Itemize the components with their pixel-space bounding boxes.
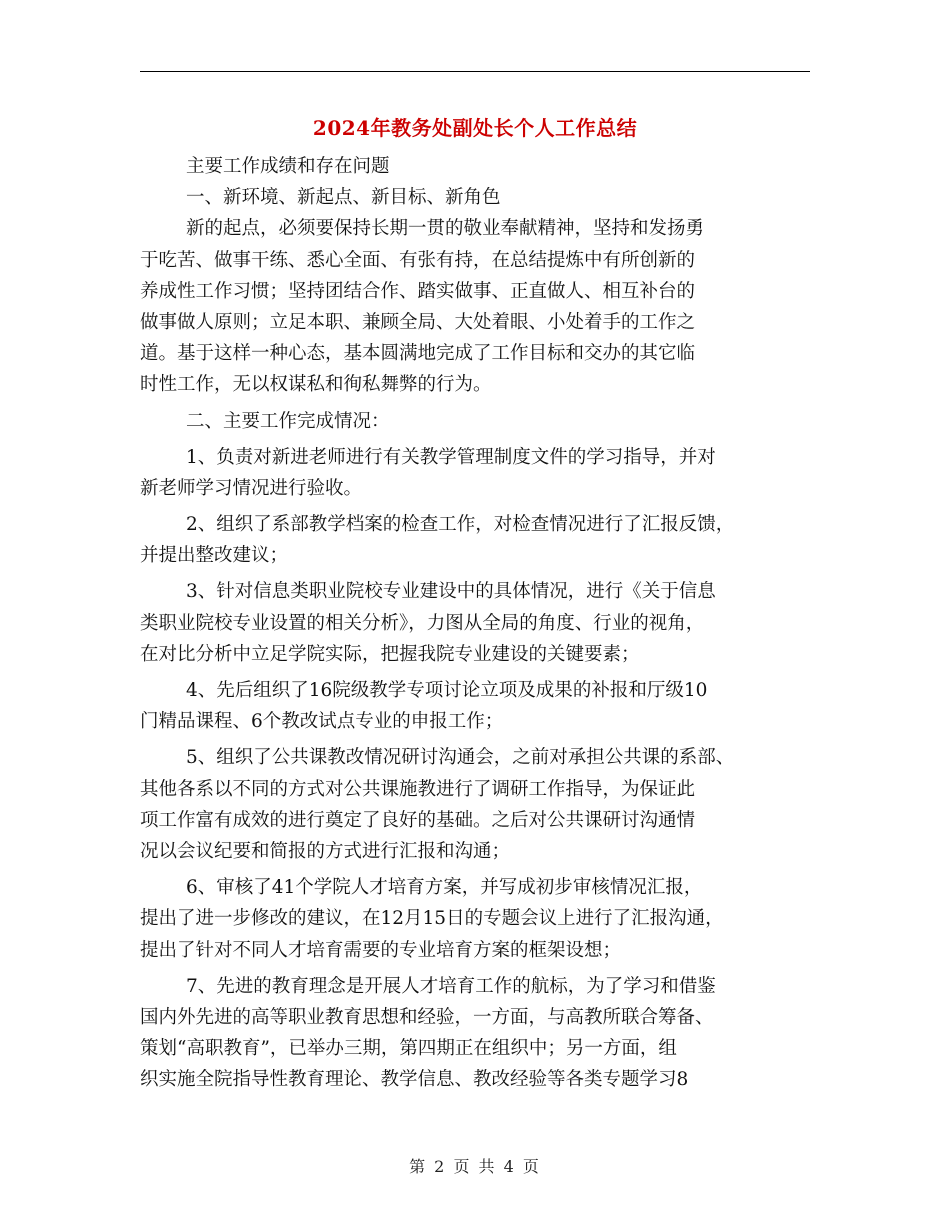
paragraph-line: 一、新环境、新起点、新目标、新角色 — [186, 187, 501, 209]
paragraph-line: 时性工作，无以权谋私和徇私舞弊的行为。 — [140, 374, 492, 396]
paragraph-line: 做事做人原则；立足本职、兼顾全局、大处着眼、小处着手的工作之 — [140, 311, 696, 333]
paragraph-line: 4、先后组织了16院级教学专项讨论立项及成果的补报和厅级10 — [186, 680, 708, 701]
paragraph-line: 1、负责对新进老师进行有关教学管理制度文件的学习指导，并对 — [186, 446, 716, 468]
paragraph-line: 提出了针对不同人才培育需要的专业培育方案的框架设想； — [140, 939, 622, 961]
paragraph-line: 在对比分析中立足学院实际，把握我院专业建设的关键要素； — [140, 643, 640, 665]
paragraph-line: 并提出整改建议； — [140, 545, 289, 567]
paragraph-line: 项工作富有成效的进行奠定了良好的基础。之后对公共课研讨沟通情 — [140, 809, 696, 831]
paragraph-line: 于吃苦、做事干练、悉心全面、有张有持，在总结提炼中有所创新的 — [140, 249, 696, 271]
document-body — [140, 151, 810, 1095]
paragraph-line: 门精品课程、6个教改试点专业的申报工作； — [140, 711, 504, 733]
paragraph-line: 主要工作成绩和存在问题 — [186, 156, 390, 177]
paragraph-line: 况以会议纪要和简报的方式进行汇报和沟通； — [140, 840, 511, 862]
paragraph-line: 国内外先进的高等职业教育思想和经验，一方面，与高教所联合筹备、 — [140, 1006, 714, 1028]
paragraph-line: 其他各系以不同的方式对公共课施教进行了调研工作指导，为保证此 — [140, 778, 696, 800]
paragraph-line: 道。基于这样一种心态，基本圆满地完成了工作目标和交办的其它临 — [140, 343, 696, 365]
paragraph-line: 策划“高职教育”，已举办三期，第四期正在组织中；另一方面，组 — [140, 1038, 677, 1060]
paragraph-line: 2、组织了系部教学档案的检查工作，对检查情况进行了汇报反馈， — [186, 514, 735, 536]
document-title: 2024年教务处副处长个人工作总结 — [312, 116, 638, 140]
paragraph-line: 6、审核了41个学院人才培育方案，并写成初步审核情况汇报， — [186, 877, 703, 899]
paragraph-line: 织实施全院指导性教育理论、教学信息、教改经验等各类专题学习8 — [140, 1069, 689, 1091]
paragraph-line: 提出了进一步修改的建议，在12月15日的专题会议上进行了汇报沟通， — [140, 908, 724, 930]
paragraph-line: 养成性工作习惯；坚持团结合作、踏实做事、正直做人、相互补台的 — [140, 280, 696, 302]
paragraph-line: 二、主要工作完成情况： — [186, 410, 390, 432]
header-rule — [140, 71, 810, 72]
paragraph-line: 3、针对信息类职业院校专业建设中的具体情况，进行《关于信息 — [186, 581, 716, 603]
paragraph-line: 类职业院校专业设置的相关分析》，力图从全局的角度、行业的视角， — [140, 612, 705, 634]
paragraph-line: 5、组织了公共课教改情况研讨沟通会，之前对承担公共课的系部、 — [186, 747, 735, 769]
paragraph-line: 新老师学习情况进行验收。 — [140, 477, 363, 499]
paragraph-line: 新的起点，必须要保持长期一贯的敬业奉献精神，坚持和发扬勇 — [186, 218, 705, 240]
page-number-footer: 第 2 页 共 4 页 — [409, 1157, 541, 1176]
paragraph-line: 7、先进的教育理念是开展人才培育工作的航标，为了学习和借鉴 — [186, 975, 716, 997]
